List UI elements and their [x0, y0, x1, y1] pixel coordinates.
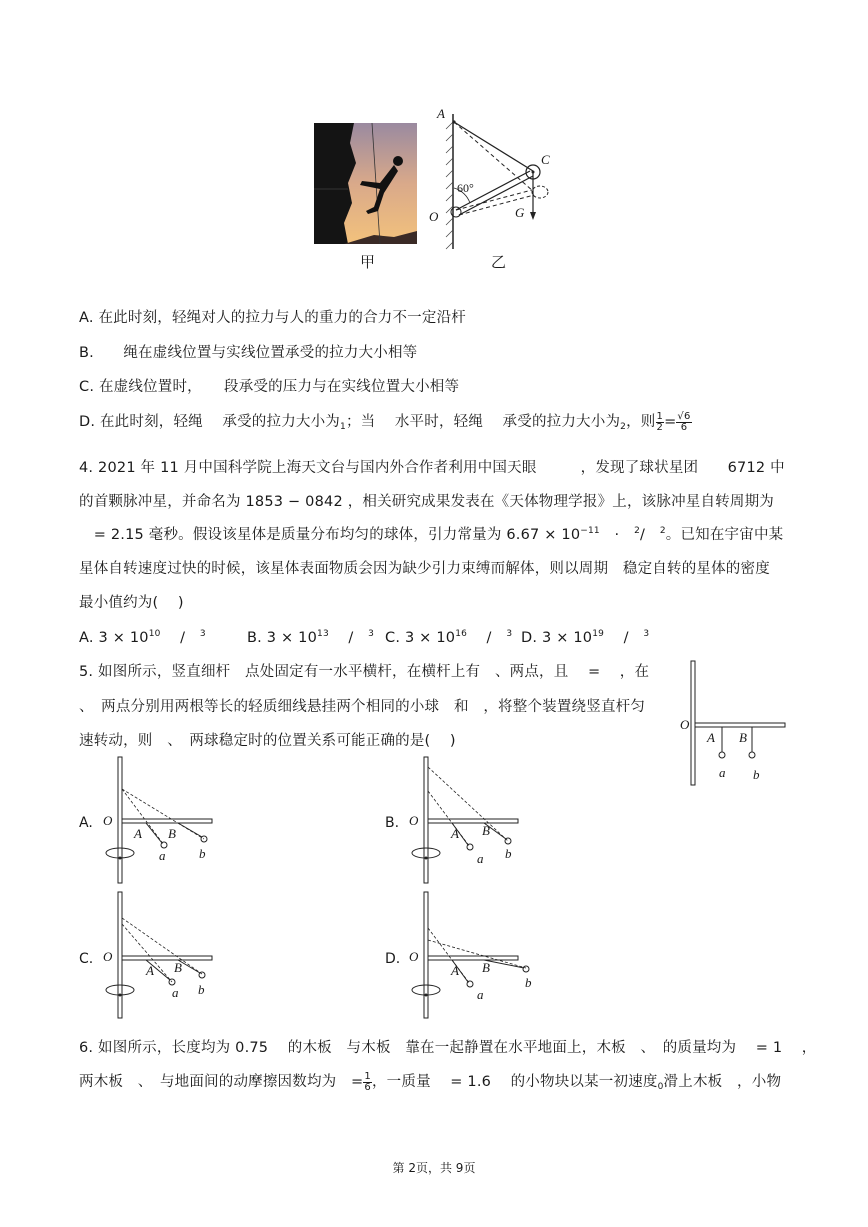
q5-d-label-A: A: [451, 963, 459, 978]
q5-c-label-a: a: [172, 985, 179, 1000]
q4-option-d: [521, 630, 649, 646]
q4-line3-exp3: 2: [659, 526, 666, 536]
q5-b-label-b: b: [505, 846, 512, 861]
q4-b-unitexp: 3: [368, 629, 375, 639]
q5-ref-label-B: B: [739, 730, 747, 745]
q5-c-label-O: O: [103, 949, 113, 964]
q6-line2-c: 滑上木板 ，小物: [663, 1074, 782, 1090]
q5-line3: 速转动，则 、 两球稳定时的位置关系可能正确的是( ): [79, 733, 456, 749]
q4-d-exp: 19: [592, 629, 605, 639]
q4-option-c: [385, 626, 521, 647]
q4-line2: 的首颗脉冲星，并命名为 1853 − 0842 ，相关研究成果发表在《天体物理学报》上，该脉冲星自转周期为: [79, 494, 774, 510]
q5-option-b-figure: [404, 755, 524, 885]
q5-line2: 、 两点分别用两根等长的轻质细线悬挂两个相同的小球 和 ，将整个装置绕竖直杆匀: [79, 699, 646, 715]
q5-d-label-b: b: [525, 975, 532, 990]
q4-line3: [79, 523, 783, 544]
q5-ref-label-A: A: [707, 730, 715, 745]
q3-d-frac2-num: √6: [677, 410, 691, 422]
q4-line3-c: /: [640, 527, 660, 543]
angle-label: 60°: [457, 181, 474, 195]
q6-frac-den: 6: [364, 1081, 371, 1093]
q5-ref-label-b: b: [753, 767, 760, 782]
label-G-top: G: [515, 205, 525, 220]
label-O-top: O: [429, 209, 439, 224]
q3-d-end: ，则: [626, 414, 656, 430]
q5-a-label-B: B: [168, 826, 176, 841]
q5-b-label-A: A: [451, 826, 459, 841]
q5-a-label-a: a: [159, 848, 166, 863]
q5-reference-figure: [676, 656, 790, 791]
q5-option-d-label: D.: [385, 951, 401, 967]
page-footer: 第 2页，共 9页: [392, 1161, 476, 1175]
q4-options: [79, 626, 649, 647]
q4-line3-b: ·: [599, 527, 635, 543]
label-A-top: A: [437, 106, 445, 121]
q3-option-b: B. 绳在虚线位置与实线位置承受的拉力大小相等: [79, 345, 418, 361]
q4-line3-d: 。已知在宇宙中某: [665, 527, 784, 543]
q6-frac-num: 1: [364, 1070, 371, 1082]
q3-d-frac1: [656, 412, 665, 433]
q4-a-exp: 10: [148, 629, 161, 639]
q5-option-a-label: A.: [79, 815, 93, 831]
q3-d-frac1-num: 1: [656, 410, 664, 422]
q5-a-label-b: b: [199, 846, 206, 861]
q5-option-c-label: C.: [79, 951, 94, 967]
q3-option-a: A. 在此时刻，轻绳对人的拉力与人的重力的合力不一定沿杆: [79, 310, 466, 326]
q3-d-frac2: [676, 412, 691, 433]
q4-b-exp: 13: [317, 629, 329, 639]
q4-a-unit: /: [160, 630, 200, 646]
q5-b-label-O: O: [409, 813, 419, 828]
caption-yi: 乙: [491, 253, 507, 271]
climber-photo: [314, 123, 417, 244]
q4-option-b: [247, 626, 385, 647]
q4-line1: 4. 2021 年 11 月中国科学院上海天文台与国内外合作者利用中国天眼 ，发现了球状星团 6712 中: [79, 460, 785, 476]
q4-a-base: A. 3 × 10: [79, 630, 149, 646]
q6-line2-b: ，一质量 = 1.6 的小物块以某一初速度: [371, 1074, 658, 1090]
q5-a-label-O: O: [103, 813, 113, 828]
q4-b-base: B. 3 × 10: [247, 630, 318, 646]
q6-line1: 6. 如图所示，长度均为 0.75 的木板 与木板 靠在一起静置在水平地面上，木板 、 的质量均为 = 1 ，: [79, 1040, 817, 1056]
q4-option-a: [79, 626, 247, 647]
q5-ref-label-O: O: [680, 717, 690, 732]
q4-c-unit: /: [467, 630, 507, 646]
q5-c-label-b: b: [198, 982, 205, 997]
q4-c-exp: 16: [455, 629, 468, 639]
q3-d-mid: ；当 水平时，轻绳 承受的拉力大小为: [345, 414, 621, 430]
q5-b-label-B: B: [482, 823, 490, 838]
q4-line5: 最小值约为( ): [79, 595, 184, 611]
q4-line4: 星体自转速度过快的时候，该星体表面物质会因为缺少引力束缚而解体，则以周期 稳定自转的星体的密度: [79, 561, 770, 577]
q4-d-base: D. 3 × 10: [521, 630, 593, 646]
q3-d-frac2-den: 6: [680, 421, 688, 433]
wall-rope-diagram: [426, 104, 566, 254]
q6-line2-a: 两木板 、 与地面间的动摩擦因数均为 =: [79, 1074, 364, 1090]
q5-d-label-O: O: [409, 949, 419, 964]
q4-line3-exp: −11: [580, 526, 600, 536]
q5-option-c-figure: [98, 890, 218, 1020]
q4-line3-a: = 2.15 毫秒。假设该星体是质量分布均匀的球体，引力常量为 6.67 × 10: [79, 527, 581, 543]
q4-a-unitexp: 3: [199, 629, 206, 639]
q3-d-sub1: 1: [340, 422, 346, 432]
q3-d-sub2: 2: [620, 422, 627, 432]
q5-ref-label-a: a: [719, 765, 726, 780]
q3-option-d: [79, 410, 692, 433]
q5-b-label-a: a: [477, 851, 484, 866]
q5-a-label-A: A: [134, 826, 142, 841]
q6-line2-sub: 0: [657, 1082, 664, 1092]
q5-option-d-figure: [404, 890, 534, 1020]
q3-option-c: C. 在虚线位置时， 段承受的压力与在实线位置大小相等: [79, 379, 460, 395]
q3-d-eq: =: [664, 414, 677, 430]
caption-jia: 甲: [360, 253, 376, 271]
q4-d-unit: /: [604, 630, 644, 646]
q5-line1: 5. 如图所示，竖直细杆 点处固定有一水平横杆，在横杆上有 、两点，且 = ，在: [79, 664, 650, 680]
q5-option-a-figure: [98, 755, 218, 885]
q5-c-label-A: A: [146, 963, 154, 978]
q4-c-unitexp: 3: [506, 629, 513, 639]
q3-d-frac1-den: 2: [656, 421, 664, 433]
q5-c-label-B: B: [174, 960, 182, 975]
q5-d-label-B: B: [482, 960, 490, 975]
q4-c-base: C. 3 × 10: [385, 630, 456, 646]
q6-frac: [363, 1072, 372, 1093]
q4-line3-exp2: 2: [634, 526, 641, 536]
q5-option-b-label: B.: [385, 815, 400, 831]
q4-d-unitexp: 3: [643, 629, 650, 639]
q4-b-unit: /: [328, 630, 369, 646]
q6-line2: [79, 1070, 781, 1093]
q5-d-label-a: a: [477, 987, 484, 1002]
label-C-top: C: [541, 152, 550, 167]
q3-d-text: D. 在此时刻，轻绳 承受的拉力大小为: [79, 414, 340, 430]
